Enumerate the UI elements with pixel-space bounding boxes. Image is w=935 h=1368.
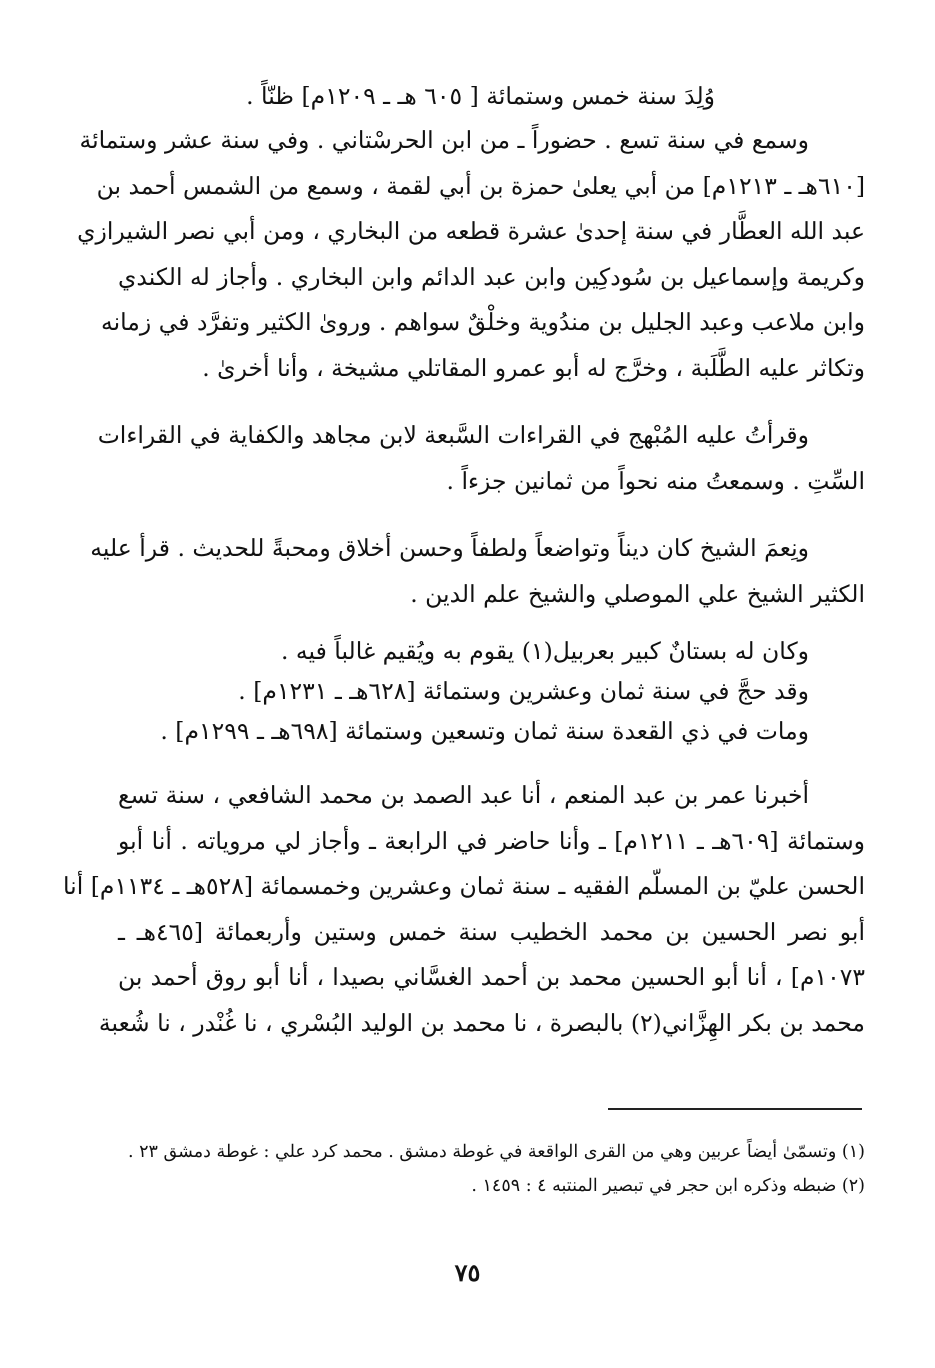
footnote-separator — [608, 1108, 862, 1110]
text-line: الكثير الشيخ علي الموصلي والشيخ علم الدين . — [410, 579, 865, 608]
paragraph-birth — [118, 76, 865, 116]
footnotes — [118, 1135, 865, 1203]
text-line: [٦١٠هـ ـ ١٢١٣م] من أبي يعلىٰ حمزة بن أبي لقمة ، وسمع من الشمس أحمد بن — [96, 171, 865, 200]
paragraph-isnad — [63, 773, 866, 1046]
footnote-2: (٢) ضبطه وذكره ابن حجر في تبصير المنتبه ٤ : ١٤٥٩ . — [471, 1176, 865, 1196]
text-line: محمد بن بكر الهِزَّاني(٢) بالبصرة ، نا محمد بن الوليد البُسْري ، نا غُنْدر ، نا شُعبة — [98, 1008, 865, 1037]
text-line: ونِعمَ الشيخ كان ديناً وتواضعاً ولطفاً وحسن أخلاق ومحبةً للحديث . قرأ عليه — [90, 534, 809, 562]
text-line: السِّتِ . وسمعتُ منه نحواً من ثمانين جزءاً . — [446, 466, 865, 495]
paragraph-hajj: وقد حجَّ في سنة ثمان وعشرين وستمائة [٦٢٨هـ ـ ١٢٣١م] . — [238, 677, 809, 705]
footnote-1: (١) وتسمّىٰ أيضاً عربين وهي من القرى الواقعة في غوطة دمشق . محمد كرد علي : غوطة دمشق ٢٣ . — [128, 1142, 865, 1162]
text-line: وُلِدَ سنة خمس وستمائة [ ٦٠٥ هـ ـ ١٢٠٩م] ظنّاً . — [246, 82, 715, 110]
text-line: وابن ملاعب وعبد الجليل بن مندُوية وخلْقٌ سواهم . وروىٰ الكثير وتفرَّد في زمانه — [100, 308, 865, 336]
paragraph-character — [90, 526, 865, 617]
page-number: ٧٥ — [454, 1258, 481, 1287]
paragraph-hearing — [77, 118, 865, 391]
text-line: أبو نصر الحسين بن محمد الخطيب سنة خمس وستين وأربعمائة [٤٦٥هـ ـ — [118, 917, 865, 946]
text-line: عبد الله العطَّار في سنة إحدىٰ عشرة قطعه من البخاري ، ومن أبي نصر الشيرازي — [77, 217, 865, 245]
short-lines — [118, 631, 865, 751]
text-line: وكريمة وإسماعيل بن سُودكِين وابن عبد الدائم وابن البخاري . وأجاز له الكندي — [118, 262, 865, 291]
paragraph-death: ومات في ذي القعدة سنة ثمان وتسعين وستمائة [٦٩٨هـ ـ ١٢٩٩م] . — [160, 717, 809, 745]
paragraph-readings — [97, 413, 865, 504]
text-line: الحسن عليّ بن المسلّم الفقيه ـ سنة ثمان وعشرين وخمسمائة [٥٢٨هـ ـ ١١٣٤م] أنا — [63, 872, 865, 900]
paragraph-garden: وكان له بستانٌ كبير بعربيل(١) يقوم به ويُقيم غالباً فيه . — [280, 637, 809, 665]
text-line: وستمائة [٦٠٩هـ ـ ١٢١١م] ـ وأنا حاضر في الرابعة ـ وأجاز لي مروياته . أنا أبو — [118, 826, 866, 855]
text-line: أخبرنا عمر بن عبد المنعم ، أنا عبد الصمد بن محمد الشافعي ، سنة تسع — [118, 781, 809, 809]
text-line: وسمع في سنة تسع . حضوراً ـ من ابن الحرسْتاني . وفي سنة عشر وستمائة — [79, 126, 809, 154]
text-line: وقرأتُ عليه المُبْهج في القراءات السَّبعة لابن مجاهد والكفاية في القراءات — [97, 421, 809, 449]
text-line: وتكاثر عليه الطَّلَبة ، وخرَّج له أبو عمرو المقاتلي مشيخة ، وأنا أخرىٰ . — [202, 353, 865, 382]
text-line: ١٠٧٣م] ، أنا أبو الحسين محمد بن أحمد الغسَّاني بصيدا ، أنا أبو روق أحمد بن — [118, 963, 865, 991]
